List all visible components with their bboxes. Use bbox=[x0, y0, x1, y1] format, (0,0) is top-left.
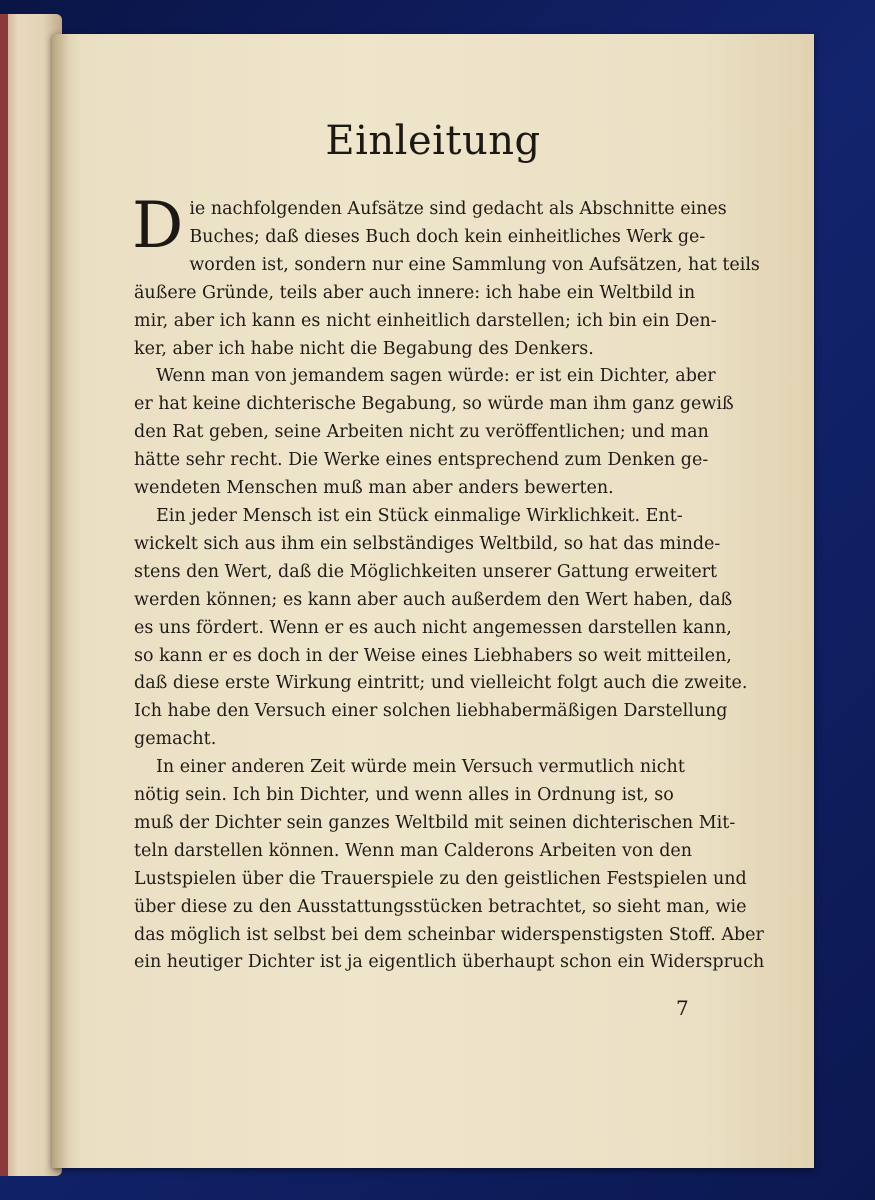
text-line: stens den Wert, daß die Möglichkeiten unserer Gattung erweitert bbox=[134, 561, 718, 582]
body-text bbox=[132, 189, 765, 977]
chapter-title: Einleitung bbox=[325, 118, 541, 164]
text-line: Lustspielen über die Trauerspiele zu den geistlichen Festspielen und bbox=[134, 868, 747, 889]
book-spine bbox=[0, 14, 8, 1176]
text-line: Buches; daß dieses Buch doch kein einheitliches Werk ge- bbox=[189, 226, 706, 247]
text-line: ie nachfolgenden Aufsätze sind gedacht als Abschnitte eines bbox=[189, 199, 727, 219]
text-line: muß der Dichter sein ganzes Weltbild mit seinen dichterischen Mit- bbox=[134, 812, 736, 833]
text-line: In einer anderen Zeit würde mein Versuch vermutlich nicht bbox=[156, 757, 685, 778]
text-line: wendeten Menschen muß man aber anders bewerten. bbox=[134, 478, 614, 499]
text-line: Wenn man von jemandem sagen würde: er ist ein Dichter, aber bbox=[156, 366, 716, 387]
text-line: wickelt sich aus ihm ein selbständiges Weltbild, so hat das minde- bbox=[134, 533, 721, 554]
text-line: äußere Gründe, teils aber auch innere: ich habe ein Weltbild in bbox=[134, 282, 696, 303]
text-line: es uns fördert. Wenn er es auch nicht angemessen darstellen kann, bbox=[134, 617, 732, 638]
text-line: Ich habe den Versuch einer solchen liebhabermäßigen Darstellung bbox=[134, 701, 728, 722]
text-line: werden können; es kann aber auch außerdem den Wert haben, daß bbox=[134, 589, 733, 610]
text-line: das möglich ist selbst bei dem scheinbar widerspenstigsten Stoff. Aber bbox=[134, 924, 764, 945]
text-line: teln darstellen können. Wenn man Calderons Arbeiten von den bbox=[134, 840, 693, 861]
text-line: so kann er es doch in der Weise eines Liebhabers so weit mitteilen, bbox=[134, 645, 732, 666]
page-number: 7 bbox=[676, 996, 689, 1020]
page-gutter-shadow bbox=[52, 34, 70, 1168]
text-line: über diese zu den Ausstattungsstücken betrachtet, so sieht man, wie bbox=[134, 896, 747, 917]
text-line: er hat keine dichterische Begabung, so würde man ihm ganz gewiß bbox=[134, 394, 734, 415]
text-line: den Rat geben, seine Arbeiten nicht zu veröffentlichen; und man bbox=[134, 422, 709, 443]
text-line: nötig sein. Ich bin Dichter, und wenn alles in Ordnung ist, so bbox=[134, 785, 674, 806]
text-line: Ein jeder Mensch ist ein Stück einmalige Wirklichkeit. Ent- bbox=[156, 505, 683, 526]
text-line: ein heutiger Dichter ist ja eigentlich überhaupt schon ein Widerspruch bbox=[134, 952, 765, 973]
text-line: mir, aber ich kann es nicht einheitlich darstellen; ich bin ein Den- bbox=[134, 310, 717, 331]
drop-cap: D bbox=[132, 189, 184, 263]
text-line: ker, aber ich habe nicht die Begabung des Denkers. bbox=[134, 338, 594, 359]
text-line: worden ist, sondern nur eine Sammlung von Aufsätzen, hat teils bbox=[189, 254, 760, 275]
text-line: daß diese erste Wirkung eintritt; und vielleicht folgt auch die zweite. bbox=[134, 673, 748, 694]
text-line: gemacht. bbox=[134, 729, 217, 750]
text-line: hätte sehr recht. Die Werke eines entsprechend zum Denken ge- bbox=[134, 450, 709, 471]
